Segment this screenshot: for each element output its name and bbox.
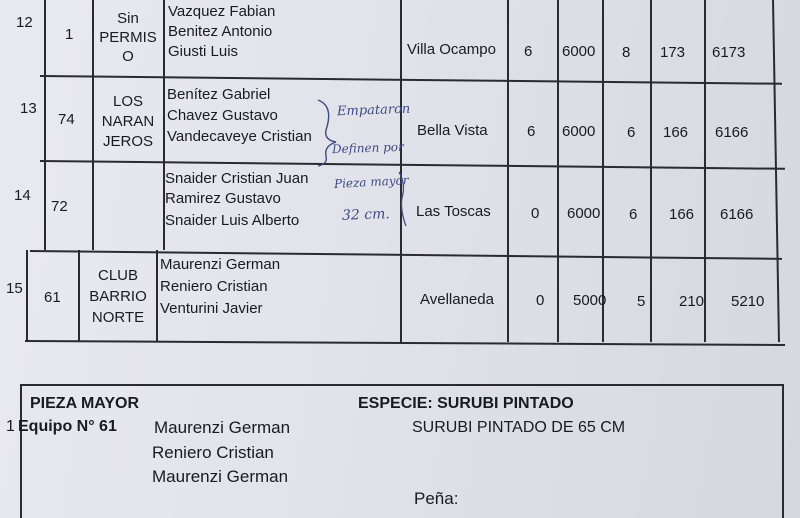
score-cell: 166 <box>669 206 695 223</box>
club-name-line: LOS <box>112 93 143 110</box>
row-number: 13 <box>20 100 37 117</box>
score-cell: 6000 <box>562 123 596 140</box>
score-cell: 166 <box>663 124 689 141</box>
total-cell: 6166 <box>715 124 749 141</box>
member-name: Snaider Cristian Juan <box>165 170 309 187</box>
club-name-line: CLUB <box>97 267 138 284</box>
award-member: Maurenzi German <box>152 467 289 486</box>
member-name: Vandecaveye Cristian <box>167 128 312 145</box>
row-divider <box>40 160 785 169</box>
col-divider <box>26 250 28 342</box>
box-border-left <box>20 384 22 518</box>
handwritten-note: 32 cm. <box>341 206 391 224</box>
team-number: 61 <box>44 289 61 306</box>
member-name: Benitez Antonio <box>168 23 273 40</box>
member-name: Maurenzi German <box>160 256 281 273</box>
city-cell: Las Toscas <box>416 203 491 220</box>
member-name: Snaider Luis Alberto <box>165 212 300 229</box>
score-cell: 6 <box>629 206 638 223</box>
score-cell: 6000 <box>562 43 596 60</box>
club-name-line: Sin <box>117 10 139 27</box>
col-divider <box>507 0 509 342</box>
club-name-line: PERMIS <box>99 29 157 46</box>
row-number: 12 <box>16 14 33 31</box>
col-divider <box>557 0 559 342</box>
club-name-line: NARAN <box>101 113 155 130</box>
col-divider <box>650 0 652 342</box>
score-cell: 6 <box>527 123 536 140</box>
col-divider <box>704 0 706 342</box>
club-name-line: JEROS <box>102 133 153 150</box>
club-name-line: O <box>122 48 134 65</box>
score-cell: 0 <box>536 292 545 309</box>
score-cell: 6000 <box>567 205 601 222</box>
section-heading: PIEZA MAYOR <box>30 395 140 412</box>
handwritten-brace <box>396 170 410 230</box>
total-cell: 6166 <box>720 206 754 223</box>
award-index: 1 <box>6 418 15 435</box>
club-name-line: NORTE <box>91 309 145 326</box>
team-number: 1 <box>65 26 74 43</box>
team-number: 74 <box>58 111 75 128</box>
city-cell: Villa Ocampo <box>407 41 496 58</box>
score-cell: 5000 <box>573 292 607 309</box>
box-border-right <box>782 384 784 518</box>
member-name: Vazquez Fabian <box>168 3 276 20</box>
member-name: Ramirez Gustavo <box>165 190 281 207</box>
member-name: Chavez Gustavo <box>167 107 278 124</box>
member-name: Benítez Gabriel <box>167 86 271 103</box>
score-cell: 210 <box>679 293 705 310</box>
score-cell: 5 <box>637 293 646 310</box>
handwritten-note: Empataron <box>336 101 411 120</box>
score-cell: 6 <box>627 124 636 141</box>
col-divider <box>44 0 46 250</box>
score-cell: 0 <box>531 205 540 222</box>
city-cell: Bella Vista <box>417 122 488 139</box>
score-cell: 8 <box>622 44 631 61</box>
handwritten-note: Pieza mayor <box>333 173 409 191</box>
box-border-top <box>20 384 782 386</box>
score-cell: 6 <box>524 43 533 60</box>
col-divider <box>772 0 779 342</box>
team-number: 72 <box>51 198 68 215</box>
pena-label: Peña: <box>414 489 459 508</box>
col-divider <box>156 250 158 342</box>
member-name: Venturini Javier <box>160 300 263 317</box>
award-member: Reniero Cristian <box>152 443 274 462</box>
total-cell: 5210 <box>731 293 765 310</box>
award-member: Maurenzi German <box>154 418 291 437</box>
row-number: 15 <box>6 280 23 297</box>
club-name-line: BARRIO <box>89 288 147 305</box>
total-cell: 6173 <box>712 44 746 61</box>
member-name: Reniero Cristian <box>160 278 268 295</box>
row-number: 14 <box>14 187 31 204</box>
species-detail: SURUBI PINTADO DE 65 CM <box>412 419 626 436</box>
score-cell: 173 <box>660 44 686 61</box>
city-cell: Avellaneda <box>420 291 494 308</box>
col-divider <box>602 0 604 342</box>
award-team-label: Equipo N° 61 <box>18 418 117 435</box>
row-divider <box>40 75 782 84</box>
row-divider <box>25 340 785 345</box>
handwritten-note: Definen por <box>331 139 404 157</box>
row-divider <box>30 250 782 259</box>
species-label: ESPECIE: SURUBI PINTADO <box>358 395 574 412</box>
member-name: Giusti Luis <box>168 43 239 60</box>
